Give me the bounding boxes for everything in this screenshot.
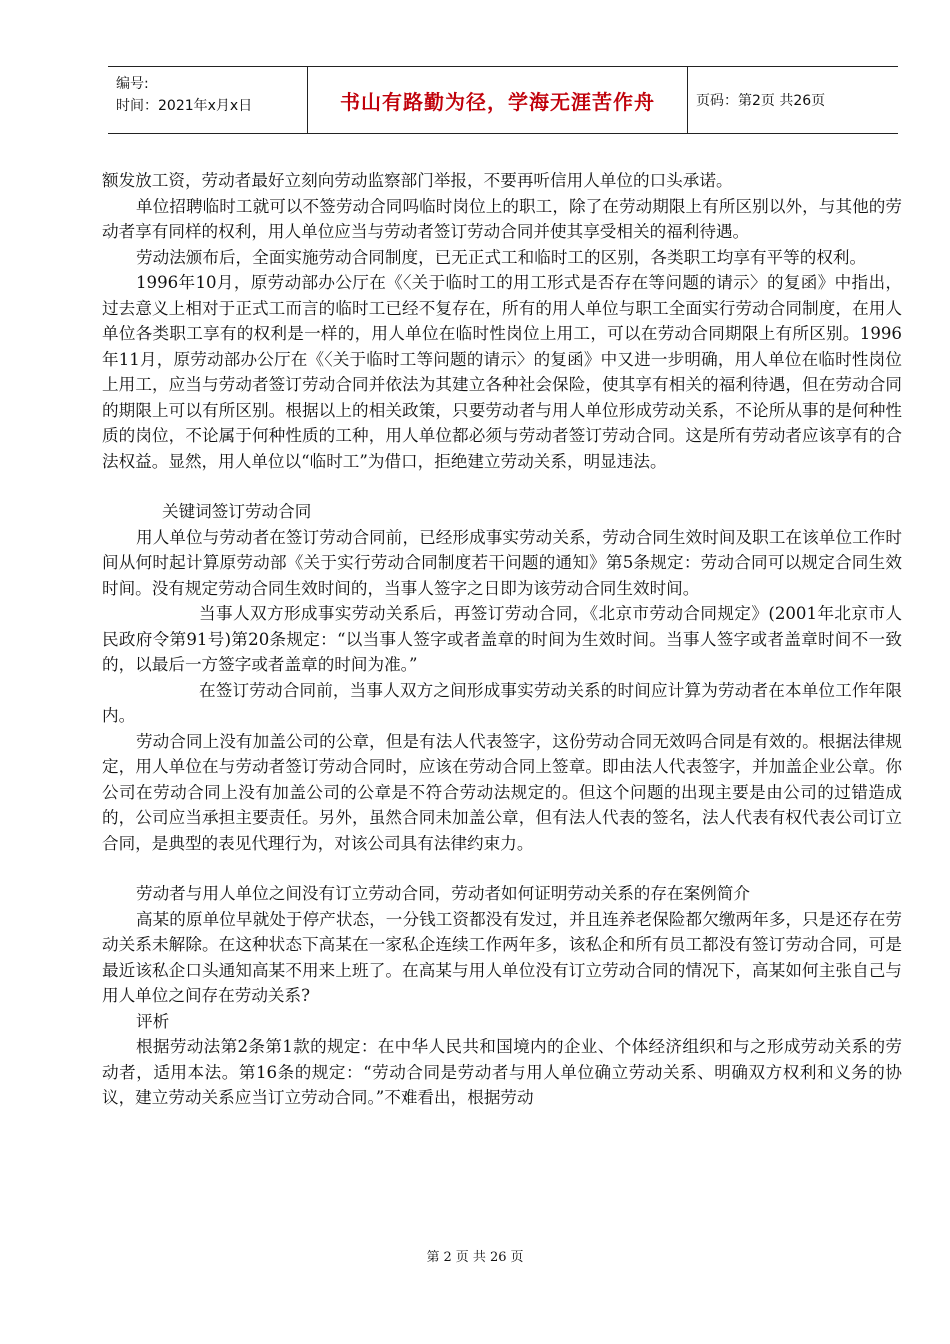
- paragraph: 高某的原单位早就处于停产状态，一分钱工资都没有发过，并且连养老保险都欠缴两年多，只是还存在劳动关系未解除。在这种状态下高某在一家私企连续工作两年多，该私企和所有员工都没有签订劳动合同，可是最近该私企口头通知高某不用来上班了。在高某与用人单位没有订立劳动合同的情况下，高某如何主张自己与用人单位之间存在劳动关系?: [102, 909, 902, 1005]
- header-page-label: 页码：第2页 共26页: [696, 93, 826, 109]
- document-body: [102, 168, 902, 1111]
- paragraph: 用人单位与劳动者在签订劳动合同前，已经形成事实劳动关系，劳动合同生效时间及职工在该单位工作时间从何时起计算原劳动部《关于实行劳动合同制度若干问题的通知》第5条规定：劳动合同可以规定合同生效时间。没有规定劳动合同生效时间的，当事人签字之日即为该劳动合同生效时间。: [102, 527, 902, 598]
- footer-page-suffix: 页: [510, 1250, 524, 1265]
- footer-page-total: 26: [489, 1250, 507, 1265]
- paragraph: 在签订劳动合同前，当事人双方之间形成事实劳动关系的时间应计算为劳动者在本单位工作年限内。: [102, 680, 902, 725]
- paragraph: 1996年10月，原劳动部办公厅在《〈关于临时工的用工形式是否存在等问题的请示〉的复函》中指出，过去意义上相对于正式工而言的临时工已经不复存在，所有的用人单位与职工全面实行劳动合同制度，在用人单位各类职工享有的权利是一样的，用人单位在临时性岗位上用工，可以在劳动合同期限上有所区别。1996年11月，原劳动部办公厅在《〈关于临时工等问题的请示〉的复函》中又进一步明确，用人单位在临时性岗位上用工，应当与劳动者签订劳动合同并依法为其建立各种社会保险，使其享有相关的福利待遇，但在劳动合同的期限上可以有所区别。根据以上的相关政策，只要劳动者与用人单位形成劳动关系，不论所从事的是何种性质的岗位，不论属于何种性质的工种，用人单位都必须与劳动者签订劳动合同。这是所有劳动者应该享有的合法权益。显然，用人单位以“临时工”为借口，拒绝建立劳动关系，明显违法。: [102, 273, 902, 471]
- paragraph: 当事人双方形成事实劳动关系后，再签订劳动合同，《北京市劳动合同规定》(2001年北京市人民政府令第91号)第20条规定：“以当事人签字或者盖章的时间为生效时间。当事人签字或者盖章时间不一致的，以最后一方签字或者盖章的时间为准。”: [102, 604, 902, 674]
- document-time-label: 时间：2021年x月x日: [116, 98, 253, 114]
- paragraph: 根据劳动法第2条第1款的规定：在中华人民共和国境内的企业、个体经济组织和与之形成劳动关系的劳动者，适用本法。第16条的规定：“劳动合同是劳动者与用人单位确立劳动关系、明确双方权利和义务的协议，建立劳动关系应当订立劳动合同。”不难看出，根据劳动: [102, 1037, 902, 1107]
- page-footer: [0, 1246, 950, 1265]
- header-meta: [108, 67, 308, 133]
- page-header: [108, 66, 898, 134]
- section-heading: 劳动者与用人单位之间没有订立劳动合同，劳动者如何证明劳动关系的存在案例简介: [136, 884, 750, 903]
- paragraph: 劳动合同上没有加盖公司的公章，但是有法人代表签字，这份劳动合同无效吗合同是有效的。根据法律规定，用人单位在与劳动者签订劳动合同时，应该在劳动合同上签章。即由法人代表签字，并加盖企业公章。你公司在劳动合同上没有加盖公司的公章是不符合劳动法规定的。但这个问题的出现主要是由公司的过错造成的，公司应当承担主要责任。另外，虽然合同未加盖公章，但有法人代表的签名，法人代表有权代表公司订立合同，是典型的表见代理行为，对该公司具有法律约束力。: [102, 731, 902, 853]
- paragraph: 评析: [136, 1011, 170, 1031]
- document-number-label: 编号:: [116, 76, 149, 92]
- footer-page-mid: 页 共: [455, 1250, 486, 1265]
- section-heading: 关键词签订劳动合同: [162, 502, 312, 521]
- footer-page-prefix: 第: [426, 1250, 440, 1265]
- paragraph: 劳动法颁布后，全面实施劳动合同制度，已无正式工和临时工的区别，各类职工均享有平等的权利。: [136, 247, 867, 267]
- paragraph: 额发放工资，劳动者最好立刻向劳动监察部门举报，不要再听信用人单位的口头承诺。: [102, 171, 733, 190]
- footer-page-number: 2: [443, 1250, 452, 1265]
- header-motto: 书山有路勤为径，学海无涯苦作舟: [308, 67, 688, 133]
- paragraph: 单位招聘临时工就可以不签劳动合同吗临时岗位上的职工，除了在劳动期限上有所区别以外，与其他的劳动者享有同样的权利，用人单位应当与劳动者签订劳动合同并使其享受相关的福利待遇。: [102, 196, 902, 241]
